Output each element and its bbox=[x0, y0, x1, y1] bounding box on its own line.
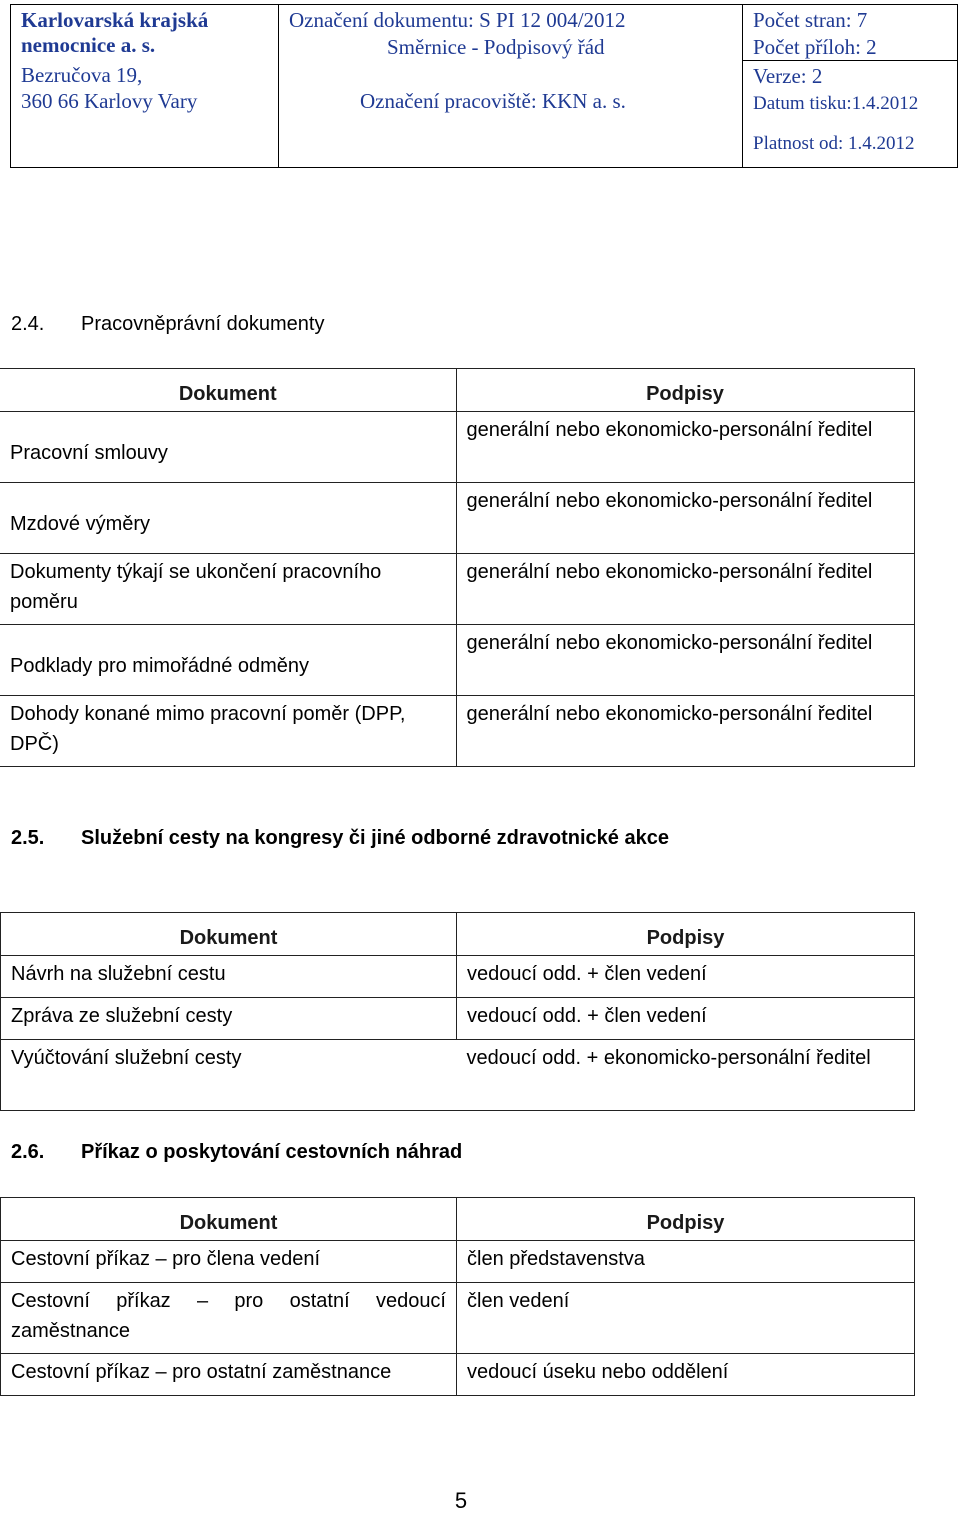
document-cell: Podklady pro mimořádné odměny bbox=[0, 625, 456, 696]
document-cell: Cestovní příkaz – pro ostatní vedoucí zaměstnance bbox=[1, 1283, 457, 1354]
signature-cell: generální nebo ekonomicko-personální ředitel bbox=[456, 625, 914, 696]
valid-from: Platnost od: 1.4.2012 bbox=[753, 133, 915, 154]
document-cell: Mzdové výměry bbox=[0, 483, 456, 554]
version-label: Verze: 2 bbox=[753, 64, 823, 88]
document-cell: Vyúčtování služební cesty bbox=[1, 1040, 457, 1111]
document-id: Označení dokumentu: S PI 12 004/2012 bbox=[289, 8, 626, 32]
column-header-document: Dokument bbox=[1, 1198, 457, 1241]
section-title: Příkaz o poskytování cestovních náhrad bbox=[81, 1141, 463, 1163]
attachment-count: Počet příloh: 2 bbox=[753, 35, 877, 59]
document-cell: Zpráva ze služební cesty bbox=[1, 998, 457, 1040]
header-divider bbox=[742, 5, 743, 167]
document-cell: Cestovní příkaz – pro člena vedení bbox=[1, 1241, 457, 1283]
signatures-table bbox=[0, 1197, 915, 1396]
signature-cell: generální nebo ekonomicko-personální ředitel bbox=[456, 412, 914, 483]
signature-cell: vedoucí odd. + člen vedení bbox=[457, 998, 915, 1040]
signature-cell: vedoucí odd. + ekonomicko-personální ředitel bbox=[457, 1040, 915, 1111]
document-cell: Dokumenty týkají se ukončení pracovního poměru bbox=[0, 554, 456, 625]
header-divider bbox=[278, 5, 279, 167]
signature-cell: člen vedení bbox=[457, 1283, 915, 1354]
section-number: 2.6. bbox=[11, 1141, 45, 1163]
workplace-label: Označení pracoviště: KKN a. s. bbox=[360, 89, 626, 113]
page-number: 5 bbox=[454, 1488, 468, 1513]
page-count: Počet stran: 7 bbox=[753, 8, 868, 32]
document-title: Směrnice - Podpisový řád bbox=[387, 35, 605, 59]
column-header-signatures: Podpisy bbox=[457, 913, 915, 956]
section-title: Služební cesty na kongresy či jiné odborné zdravotnické akce bbox=[81, 827, 669, 849]
signature-cell: vedoucí úseku nebo oddělení bbox=[457, 1354, 915, 1396]
signatures-table bbox=[0, 912, 915, 1111]
org-name-line2: nemocnice a. s. bbox=[21, 33, 156, 57]
print-date: Datum tisku:1.4.2012 bbox=[753, 93, 919, 114]
column-header-signatures: Podpisy bbox=[456, 369, 914, 412]
column-header-signatures: Podpisy bbox=[457, 1198, 915, 1241]
signature-cell: generální nebo ekonomicko-personální ředitel bbox=[456, 696, 914, 767]
signature-cell: člen představenstva bbox=[457, 1241, 915, 1283]
signature-cell: vedoucí odd. + člen vedení bbox=[457, 956, 915, 998]
signature-cell: generální nebo ekonomicko-personální ředitel bbox=[456, 483, 914, 554]
org-address-line1: Bezručova 19, bbox=[21, 63, 143, 87]
column-header-document: Dokument bbox=[1, 913, 457, 956]
document-cell: Dohody konané mimo pracovní poměr (DPP, DPČ) bbox=[0, 696, 456, 767]
org-name-line1: Karlovarská krajská bbox=[21, 8, 209, 32]
document-cell: Cestovní příkaz – pro ostatní zaměstnance bbox=[1, 1354, 457, 1396]
document-cell: Pracovní smlouvy bbox=[0, 412, 456, 483]
signatures-table bbox=[0, 368, 915, 767]
section-title: Pracovněprávní dokumenty bbox=[81, 313, 325, 335]
section-number: 2.4. bbox=[11, 313, 45, 335]
signature-cell: generální nebo ekonomicko-personální ředitel bbox=[456, 554, 914, 625]
document-cell: Návrh na služební cestu bbox=[1, 956, 457, 998]
document-header bbox=[10, 4, 958, 168]
column-header-document: Dokument bbox=[0, 369, 456, 412]
header-divider bbox=[742, 60, 957, 61]
section-number: 2.5. bbox=[11, 827, 45, 849]
org-address-line2: 360 66 Karlovy Vary bbox=[21, 89, 198, 113]
